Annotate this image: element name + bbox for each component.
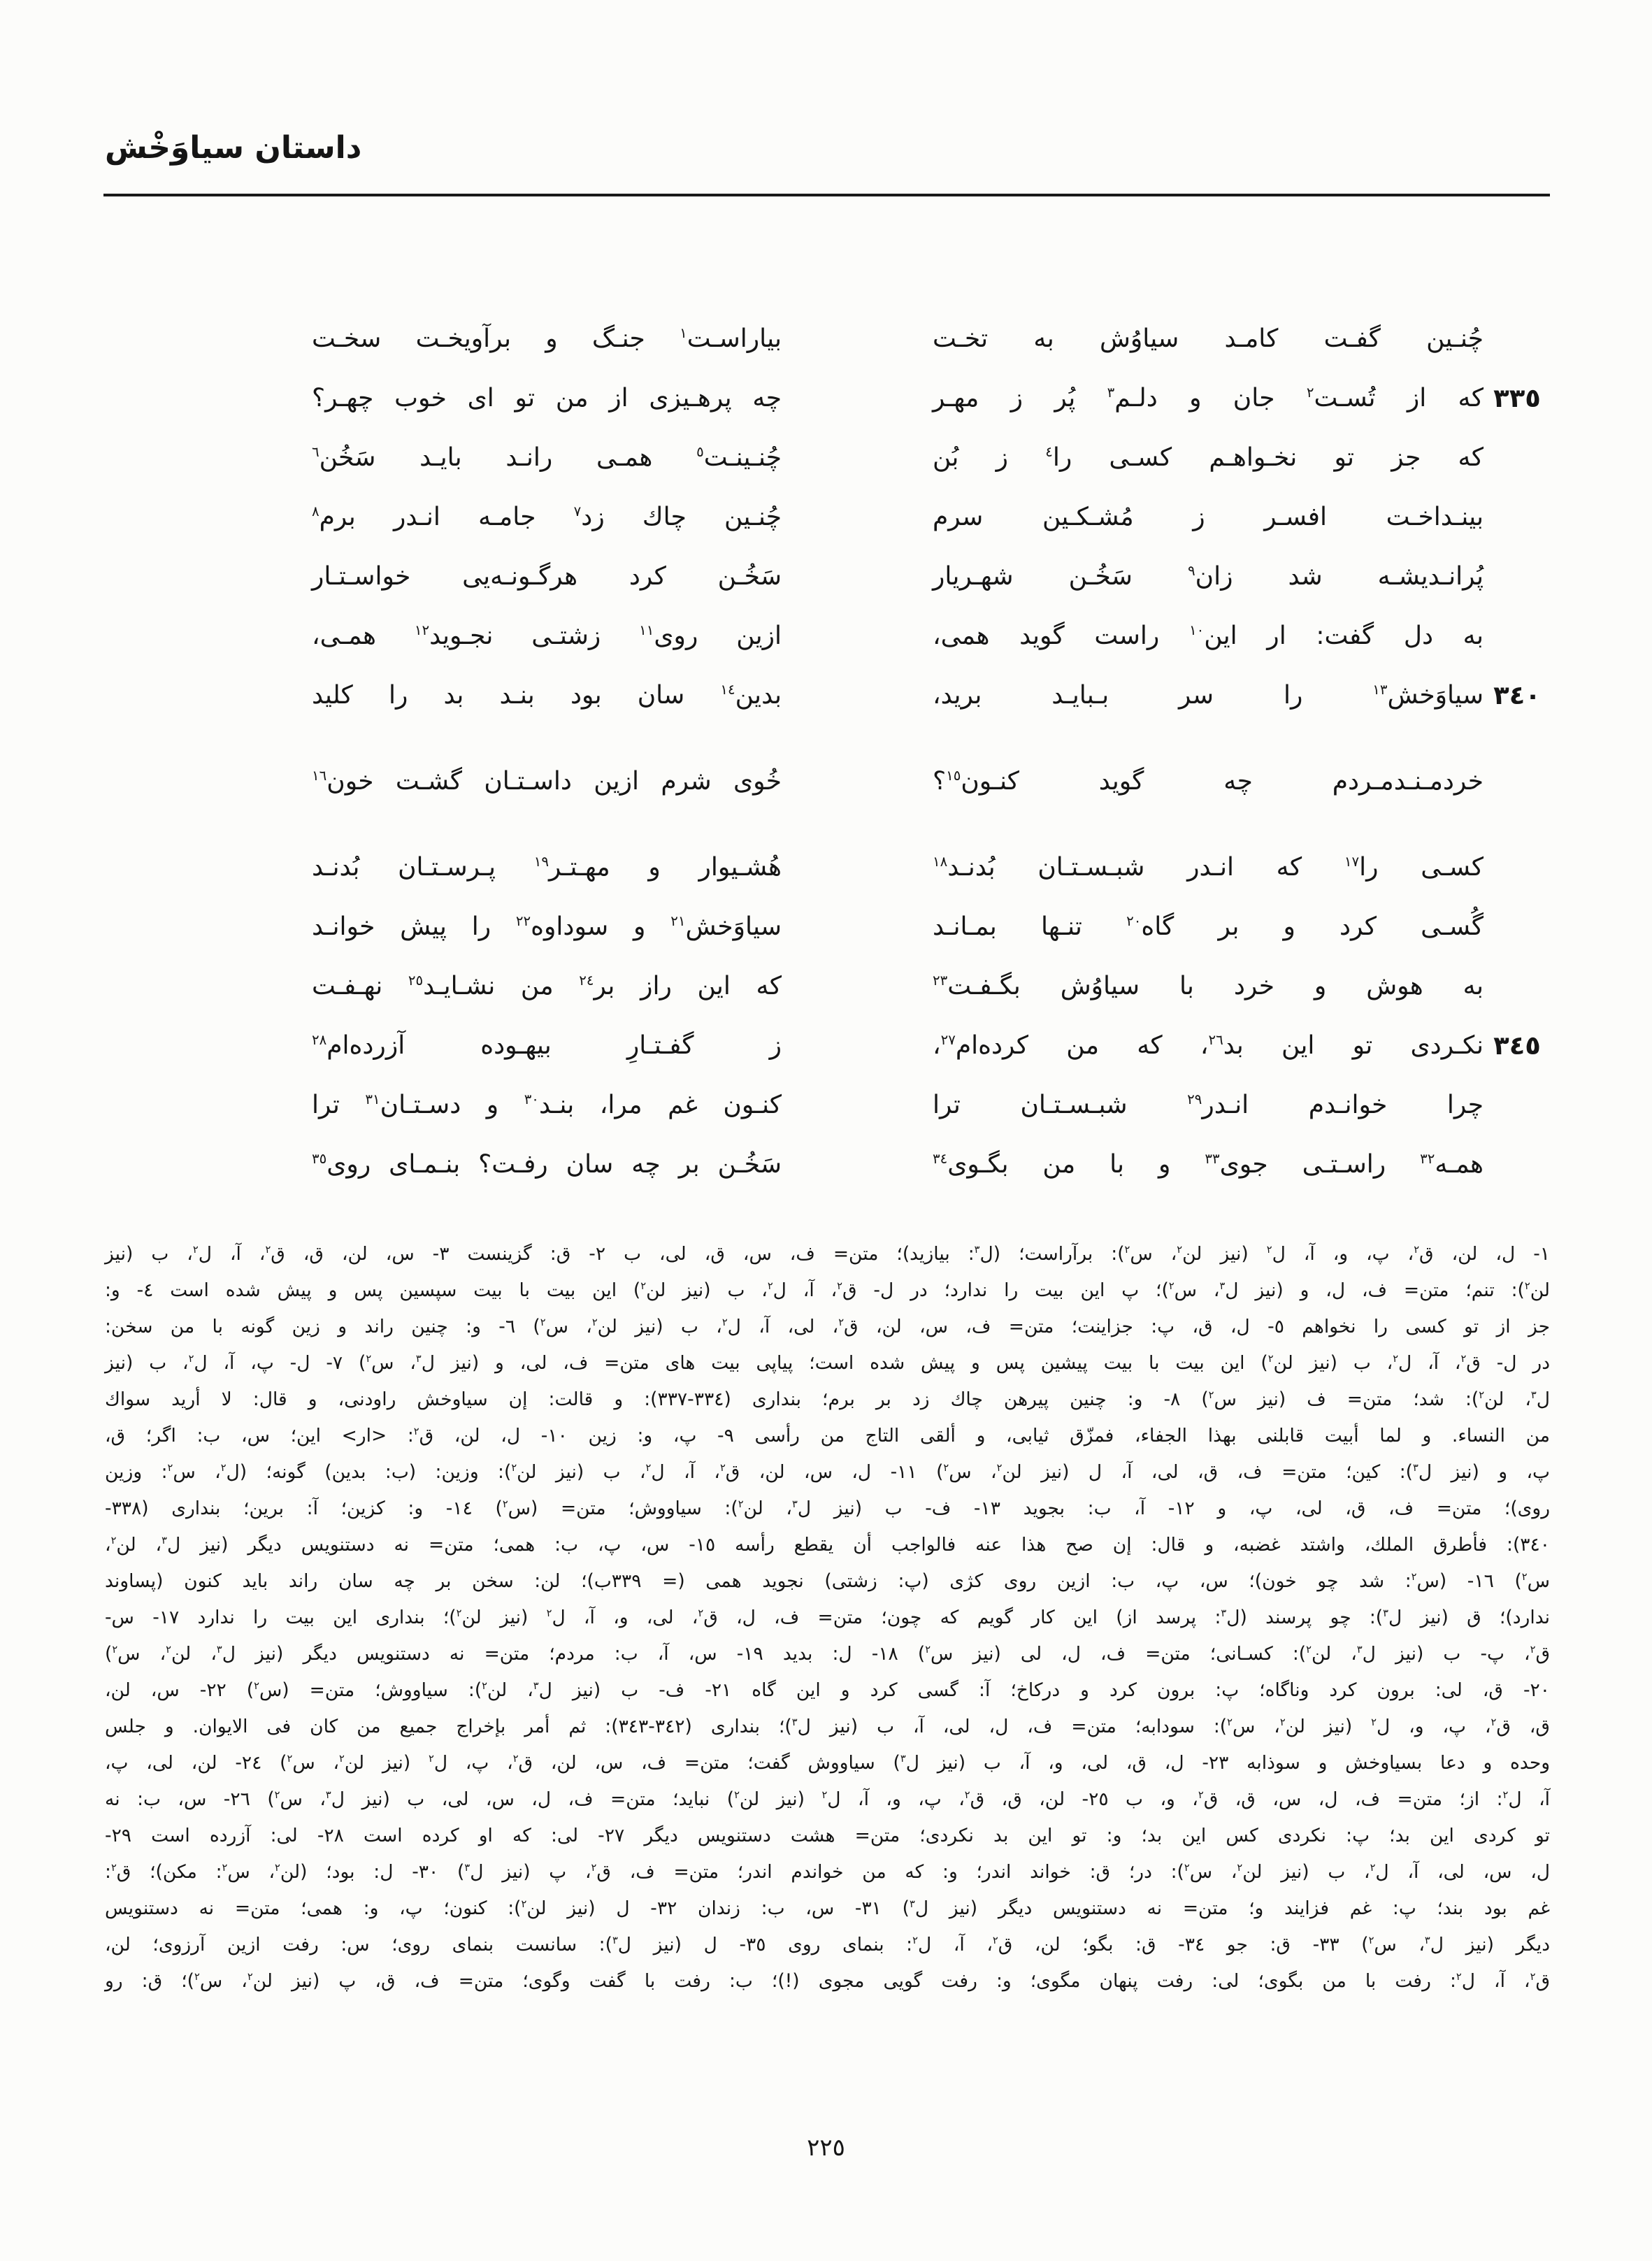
critical-apparatus: [105, 1236, 1550, 2000]
couplet-row: [312, 752, 1551, 811]
footnote-line: پ، و (نیز ل$^٣$): کین؛ متن= ف، ق، لی، آ، ل (نیز لن$^٢$، س$^٢$) ١١- ل، س، لن، ق$^٢$، آ، ل$^٢$، ب (نیز لن$^٢$): وزین: (ب: بدین) گونه؛ (ل$^٢$، س$^٢$: وزین: [105, 1461, 1551, 1483]
couplet-row: [312, 309, 1551, 368]
footnote-line: من النساء. و لما أبیت قابلنی بهذا الجفاء، فمزّق ثیابی، و ألقی التاج من رأسی ٩- پ، و: زین ١٠- ل، لن، ق$^٢$: <ار> این؛ س، ب: اگر؛ ق،: [105, 1425, 1550, 1447]
verse-number: ٣٤٠: [1493, 680, 1541, 710]
couplet-row: [312, 1016, 1551, 1075]
hemistich-right: خردمـنـدمـردم چه گوید کنـون$^{١٥}$؟: [933, 766, 1484, 796]
footnote-line: ٢٠- ق، لی: برون کرد وناگاه؛ پ: برون کرد و درکاخ؛ آ: گسی کرد و این گاه ٢١- ف- ب (نیز ل$^٣$، لن$^٢$): سیاووش؛ متن= (س$^٢$) ٢٢- س، لن،: [105, 1679, 1550, 1701]
footnote-line: آ، ل$^٢$: از؛ متن= ف، ل، س، ق، ق$^٢$، و، ب ٢٥- لن، ق، ق$^٢$، پ، و، آ، ل$^٢$ (نیز لن$^٢$) نباید؛ متن= ف، ل، س، لی، ب (نیز ل$^٣$، س$^٢$) ٢٦- س، ب: نه: [105, 1788, 1551, 1810]
hemistich-right: پُرانـدیشـه شد زان$^٩$ سَخُـن شهـریار: [933, 561, 1484, 591]
couplet-row: [312, 1075, 1551, 1135]
footnote-line: س$^٢$) ١٦- (س$^٢$: شد چو خون)؛ س، پ، ب: ازین روی کژی (پ: زشتی) نجوید همی (= ٣٣٩ب)؛ لن: سخن بر چه سان راند باید کنون (پساوند: [105, 1570, 1550, 1592]
hemistich-right: گُسـی کرد و بر گاه$^{٢٠}$ تنـها بمـانـد: [933, 912, 1484, 941]
couplet-row: [312, 838, 1551, 897]
hemistich-right: به دل گفت: ار این$^{١٠}$ راست گوید همی،: [933, 621, 1484, 650]
hemistich-left: ز گفـتـارِ بیهـوده آزرده‌ام$^{٢٨}$: [312, 1031, 782, 1060]
footnote-line: ق$^٢$، آ، ل$^٢$: رفت با من بگوی؛ لی: رفت پنهان مگوی؛ و: رفت گویی مجوی (!)؛ ب: رفت با گفت وگوی؛ متن= ف، ق، پ (نیز لن$^٢$، س$^٢$)؛ ق: رو: [105, 1970, 1550, 1992]
couplet-row: [312, 1135, 1551, 1194]
footnote-line: تو کردی این بد؛ پ: نکردی کس این بد؛ و: تو این بد نکردی؛ متن= هشت دستنویس دیگر ٢٧- لی: که او کرده است ٢٨- لی: آزرده است ٢٩-: [105, 1825, 1551, 1846]
hemistich-left: بدین$^{١٤}$ سان بود بنـد بد را کلید: [312, 680, 782, 710]
hemistich-right: که از تُسـت$^٢$ جان و دلـم$^٣$ پُر ز مهـر: [933, 383, 1484, 412]
couplet-row: [312, 487, 1551, 547]
hemistich-right: که جز تو نخـواهـم کسـی را$^٤$ ز بُن: [933, 443, 1484, 472]
footnote-line: ل$^٣$، لن$^٢$): شد؛ متن= ف (نیز س$^٢$) ٨- و: چنین پیرهن چاك زد بر برم؛ بنداری (٣٣٤-٣٣٧): و قالت: إن سیاوخش راودنی، و قال: لا أرید سواك: [105, 1388, 1550, 1410]
hemistich-left: بیاراسـت$^١$ جنـگ و برآویخـت سخـت: [312, 324, 782, 353]
hemistich-right: همـه$^{٣٢}$ راسـتـی جوی$^{٣٣}$ و با من بگـوی$^{٣٤}$: [933, 1149, 1484, 1179]
hemistich-right: نکـردی تو این بد$^{٢٦}$، که من کرده‌ام$^{٢٧}$،: [933, 1031, 1484, 1060]
hemistich-left: چه پرهـیزی از من تو ای خوب چهـر؟: [312, 383, 782, 412]
hemistich-left: هُشـیوار و مهـتـر$^{١٩}$ پـرسـتـان بُدنـد: [312, 852, 782, 882]
footnote-line: روی)؛ متن= ف، ق، لی، پ، و ١٢- آ، ب: بجوید ١٣- ف- ب (نیز ل$^٣$، لن$^٢$): سیاووش؛ متن= (س$^٢$) ١٤- و: کزین؛ آ: برین؛ بنداری (٣٣٨-: [105, 1498, 1551, 1519]
hemistich-right: به هوش و خرد با سیاوُش بگـفـت$^{٢٣}$: [933, 971, 1484, 1000]
hemistich-left: که این راز بر$^{٢٤}$ من نشـایـد$^{٢٥}$ نهـفـت: [312, 971, 782, 1000]
couplet-row: [312, 368, 1551, 428]
footnote-line: دیگر (نیز ل$^٣$، س$^٢$) ٣٣- ق: جو ٣٤- ق: بگو؛ لن، ق$^٢$، آ، ل$^٢$: بنمای روی ٣٥- ل (نیز ل$^٣$): سانست بنمای روی؛ س: رفت ازین آرزوی؛ لن،: [105, 1934, 1550, 1955]
hemistich-left: سَخُـن بر چه سان رفـت؟ بنـمـای روی$^{٣٥}$: [312, 1149, 782, 1179]
page-number: ٢٢٥: [807, 2134, 845, 2162]
hemistich-left: ازین روی$^{١١}$ زشتـی نجـوید$^{١٢}$ همـی،: [312, 621, 782, 650]
hemistich-right: چرا خوانـدم انـدر$^{٢٩}$ شبـسـتـان ترا: [933, 1090, 1484, 1119]
verse-number: ٣٣٥: [1493, 383, 1541, 413]
hemistich-right: سیاوَخش$^{١٣}$ را سر بـبایـد برید،: [933, 680, 1484, 710]
hemistich-left: کنـون غم مرا، بنـد$^{٣٠}$ و دسـتـان$^{٣١}$ ترا: [312, 1090, 782, 1119]
hemistich-right: کسـی را$^{١٧}$ که انـدر شبـسـتـان بُدنـد$^{١٨}$: [933, 852, 1484, 882]
footnote-line: ٣٤٠): فأطرق الملك، واشتد غضبه، و قال: إن صح هذا عنه فالواجب أن یقطع رأسه ١٥- س، پ، ب: همی؛ متن= نه دستنویس دیگر (نیز ل$^٣$، لن$^٢$،: [105, 1534, 1550, 1556]
header-rule: [103, 194, 1550, 196]
couplet-row: [312, 606, 1551, 666]
footnote-line: غم بود بند؛ پ: غم فزایند و؛ متن= نه دستنویس دیگر (نیز ل$^٣$) ٣١- س، ب: زندان ٣٢- ل (نیز لن$^٢$): کنون؛ پ، و: همی؛ متن= نه دستنویس: [105, 1897, 1550, 1919]
footnote-line: ق$^٢$، پ- ب (نیز ل$^٣$، لن$^٢$): کسـانی؛ متن= ف، ل، لی (نیز س$^٢$) ١٨- ل: بدید ١٩- س، آ، ب: مردم؛ متن= نه دستنویس دیگر (نیز ل$^٣$، لن$^٢$، س$^٢$): [105, 1643, 1550, 1665]
hemistich-left: چُنـین چاك زد$^٧$ جامـه انـدر برم$^٨$: [312, 502, 782, 531]
hemistich-left: چُنـینـت$^٥$ همـی رانـد بایـد سَخُن$^٦$: [312, 443, 782, 472]
couplet-row: [312, 666, 1551, 725]
footnote-line: ١- ل، لن، ق$^٢$، پ، و، آ، ل$^٢$ (نیز لن$^٢$، س$^٢$): برآراست؛ (ل$^٣$: بیازید)؛ متن= ف، س، ق، لی، ب ٢- ق: گزینست ٣- س، لن، ق، ق$^٢$، آ، ل$^٢$، ب (نیز: [105, 1243, 1551, 1265]
footnote-line: وحده و دعا بسیاوخش و سوذابه ٢٣- ل، ق، لی، و، آ، ب (نیز ل$^٣$) سیاووش گفت؛ متن= ف، س، لن، ق$^٢$، پ، ل$^٢$ (نیز لن$^٢$، س$^٢$) ٢٤- لن، لی، پ،: [105, 1752, 1551, 1774]
hemistich-left: سَخُـن کرد هرگـونـه‌یی خواسـتـار: [312, 561, 782, 591]
poem-block: [312, 309, 1551, 1194]
couplet-row: [312, 956, 1551, 1016]
footnote-line: ل، س، لی، آ، ل$^٢$، ب (نیز لن$^٢$، س$^٢$): در؛ ق: خواند اندر؛ و: که من خواندم اندر؛ متن= ف، ق$^٢$، پ (نیز ل$^٣$) ٣٠- ل: بود؛ (لن$^٢$، س$^٢$: مکن)؛ ق$^٢$:: [105, 1861, 1551, 1883]
hemistich-left: سیاوَخش$^{٢١}$ و سوداوه$^{٢٢}$ را پیش خوانـد: [312, 912, 782, 941]
footnote-line: ندارد)؛ ق (نیز ل$^٣$): چو پرسند (ل$^٣$: پرسد از) این کار گویم که چون؛ متن= ف، ل، ق$^٢$، لی، و، آ، ل$^٢$ (نیز لن$^٢$)؛ بنداری این بیت را ندارد ١٧- س-: [105, 1607, 1550, 1628]
couplet-row: [312, 547, 1551, 606]
hemistich-right: بینـداخـت افسـر ز مُشـکـین سرم: [933, 502, 1484, 531]
footnote-line: جز از تو کسی را نخواهم ٥- ل، ق، پ: جزاینت؛ متن= ف، س، لن، ق$^٢$، لی، آ، ل$^٢$، ب (نیز لن$^٢$، س$^٢$) ٦- و: چنین راند و زین گونه با من سخن:: [105, 1316, 1550, 1337]
hemistich-right: چُنـین گفـت کامـد سیاوُش به تخـت: [933, 324, 1484, 353]
footnote-line: ق، ق$^٢$، پ، و، ل$^٢$ (نیز لن$^٢$، س$^٢$): سودابه؛ متن= ف، ل، لی، آ، ب (نیز ل$^٣$)؛ بنداری (٣٤٢-٣٤٣): ثم أمر بإخراج جمیع من کان فی الایوان. و جلس: [105, 1716, 1550, 1737]
verse-number: ٣٤٥: [1493, 1031, 1541, 1061]
chapter-title: داستان سیاوَخْش: [105, 130, 362, 166]
couplet-row: [312, 897, 1551, 956]
hemistich-left: خُوی شرم ازین داسـتـان گشـت خون$^{١٦}$: [312, 766, 782, 796]
footnote-line: لن$^٢$): تنم؛ متن= ف، ل، و (نیز ل$^٣$، س$^٢$)؛ پ این بیت را ندارد؛ در ل- ق$^٢$، آ، ل$^٢$، ب (نیز لن$^٢$) این بیت با بیت سپسین پس و پیش شده است ٤- و:: [105, 1279, 1550, 1301]
couplet-row: [312, 428, 1551, 487]
footnote-line: در ل- ق$^٢$، آ، ل$^٢$، ب (نیز لن$^٢$) این بیت با بیت پیشین پس و پیش شده است؛ پیاپی بیت های متن= ف، لی، و (نیز ل$^٣$، س$^٢$) ٧- ل- پ، آ، ل$^٢$، ب (نیز: [105, 1352, 1550, 1374]
